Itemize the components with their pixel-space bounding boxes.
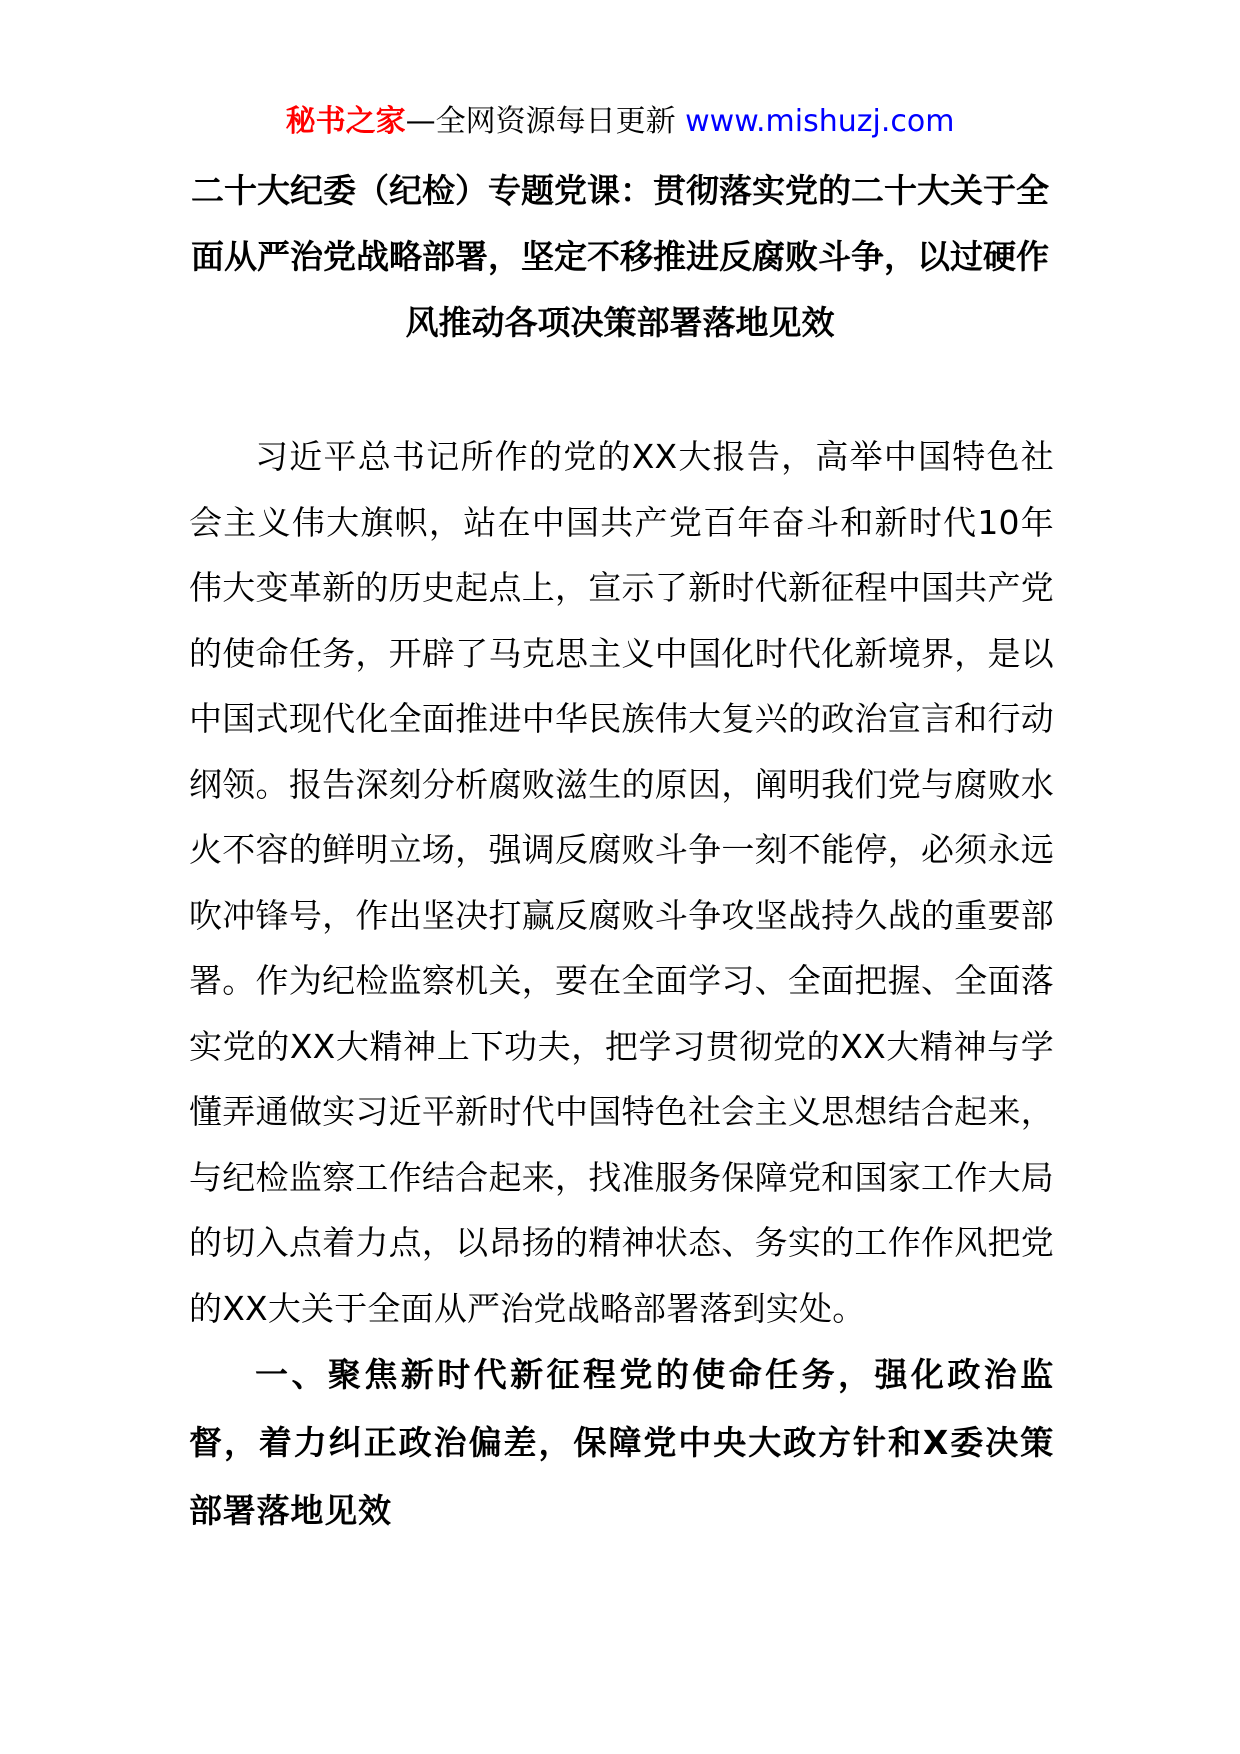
document-title: 二十大纪委（纪检）专题党课：贯彻落实党的二十大关于全面从严治党战略部署，坚定不移推进反腐败斗争，以过硬作风推动各项决策部署落地见效: [191, 171, 1049, 342]
site-tagline: —全网资源每日更新: [405, 104, 676, 139]
site-url-link[interactable]: www.mishuzj.com: [685, 104, 955, 139]
site-brand: 秘书之家: [285, 104, 406, 139]
document-body: [189, 424, 1054, 1545]
site-header: [0, 100, 1240, 144]
section-heading-1: 一、聚焦新时代新征程党的使命任务，强化政治监督，着力纠正政治偏差，保障党中央大政方针和X委决策部署落地见效: [189, 1355, 1054, 1530]
body-paragraph: 习近平总书记所作的党的XX大报告，高举中国特色社会主义伟大旗帜，站在中国共产党百年奋斗和新时代10年伟大变革新的历史起点上，宣示了新时代新征程中国共产党的使命任务，开辟了马克思主义中国化时代化新境界，是以中国式现代化全面推进中华民族伟大复兴的政治宣言和行动纲领。报告深刻分析腐败滋生的原因，阐明我们党与腐败水火不容的鲜明立场，强调反腐败斗争一刻不能停，必须永远吹冲锋号，作出坚决打赢反腐败斗争攻坚战持久战的重要部署。作为纪检监察机关，要在全面学习、全面把握、全面落实党的XX大精神上下功夫，把学习贯彻党的XX大精神与学懂弄通做实习近平新时代中国特色社会主义思想结合起来，与纪检监察工作结合起来，找准服务保障党和国家工作大局的切入点着力点，以昂扬的精神状态、务实的工作作风把党的XX大关于全面从严治党战略部署落到实处。: [189, 437, 1054, 1328]
